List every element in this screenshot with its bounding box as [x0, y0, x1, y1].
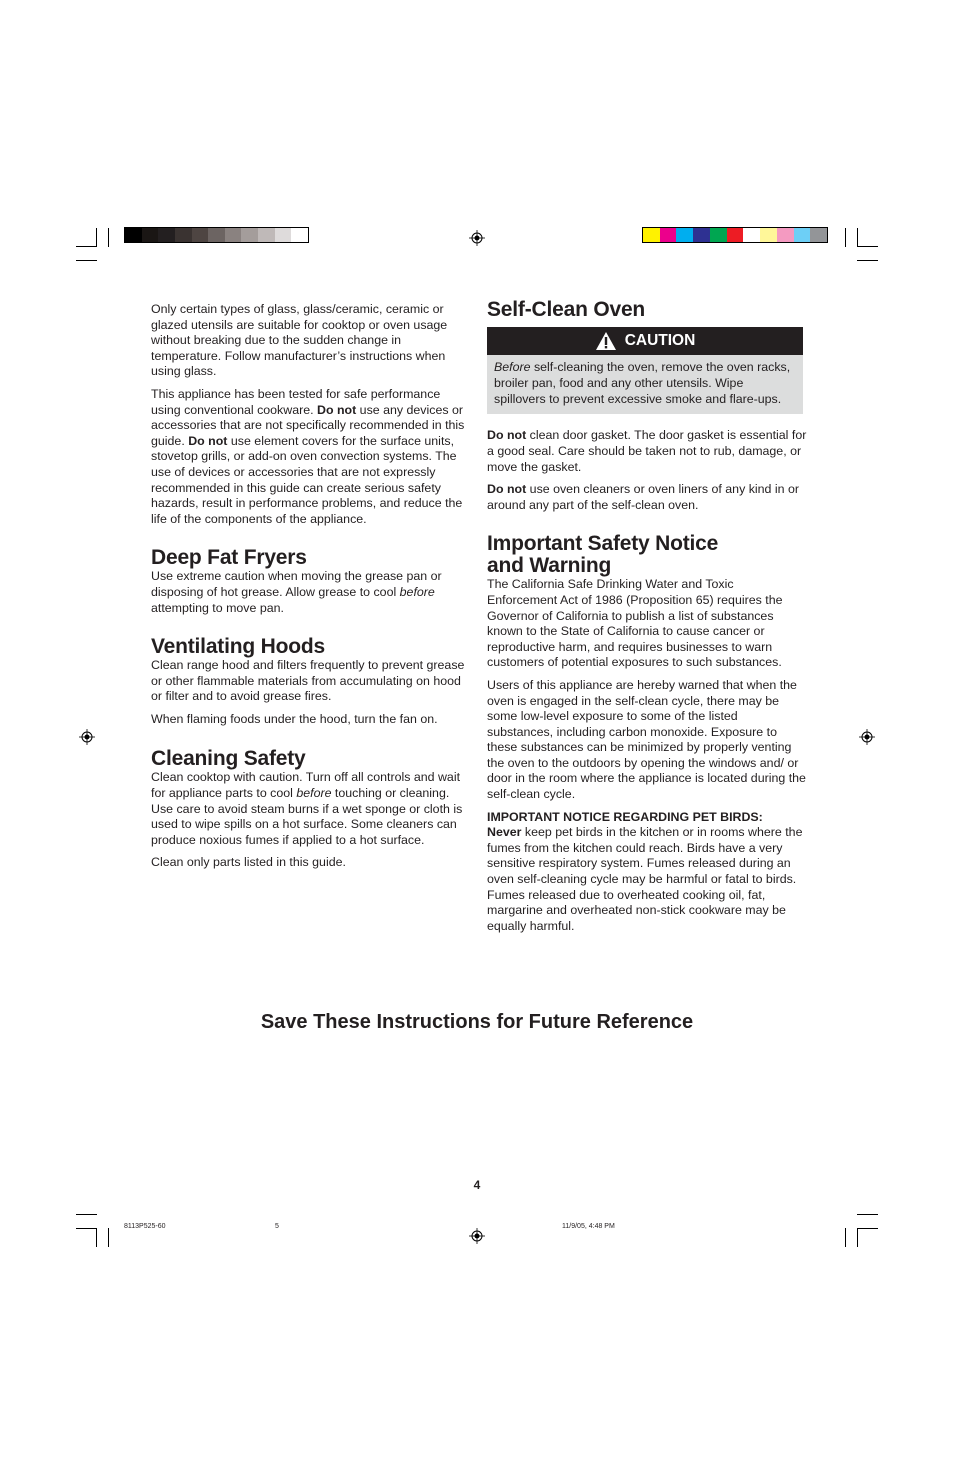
color-swatch	[643, 228, 660, 242]
gray-swatch	[241, 228, 258, 242]
registration-mark-icon	[859, 729, 875, 745]
crop-mark	[76, 246, 97, 247]
caution-text: Before self-cleaning the oven, remove the oven racks, broiler pan, food and any other utensils. Wipe spillovers to prevent excessive smoke and flare-ups.	[487, 355, 803, 414]
hoods-fan-paragraph: When flaming foods under the hood, turn the fan on.	[151, 711, 438, 726]
crop-mark	[857, 260, 878, 261]
color-swatch	[693, 228, 710, 242]
crop-mark	[845, 228, 846, 247]
page-number: 4	[473, 1178, 481, 1192]
crop-mark	[857, 228, 858, 247]
job-code: 8113P525-60	[124, 1223, 166, 1230]
cookware-paragraph: This appliance has been tested for safe performance using conventional cookware. Do not use any devices or accessories that are not specifically recommended in this guide. Do not use element covers for the surface units, stovetop grills, or add-on oven convection systems. The use of devices or accessories that are not expressly recommended in this guide can create serious safety hazards, result in performance problems, and reduce the life of the components of the appliance.	[151, 386, 465, 526]
glass-paragraph: Only certain types of glass, glass/ceramic, ceramic or glazed utensils are suitable for cooktop or oven usage without breaking due to the sudden change in temperature. Follow manufacturer’s instructions when using glass.	[151, 302, 448, 379]
crop-mark	[76, 1214, 97, 1215]
gray-swatch	[225, 228, 242, 242]
gray-swatch	[125, 228, 142, 242]
crop-mark	[96, 1228, 97, 1247]
save-instructions-note: Save These Instructions for Future Reference	[260, 1011, 694, 1033]
deep-fat-fryers-heading: Deep Fat Fryers	[151, 546, 307, 570]
crop-mark	[845, 1228, 846, 1247]
gray-swatch	[258, 228, 275, 242]
color-swatch	[810, 228, 827, 242]
gray-swatch	[291, 228, 308, 242]
registration-mark-icon	[469, 230, 485, 246]
crop-mark	[76, 1228, 97, 1229]
color-swatch	[710, 228, 727, 242]
registration-mark-icon	[469, 1228, 485, 1244]
right-column	[487, 298, 807, 941]
door-gasket-paragraph: Do not clean door gasket. The door gasket is essential for a good seal. Care should be taken not to rub, damage, or move the gasket.	[487, 428, 807, 474]
color-swatch	[676, 228, 693, 242]
safety-notice-heading: Important Safety Notice and Warning	[487, 532, 719, 578]
grayscale-calibration-bar	[124, 227, 309, 243]
self-clean-oven-heading: Self-Clean Oven	[487, 298, 646, 321]
left-column	[151, 302, 467, 878]
gray-swatch	[175, 228, 192, 242]
crop-mark	[96, 228, 97, 247]
caution-box	[487, 327, 803, 414]
print-timestamp: 11/9/05, 4:48 PM	[562, 1223, 615, 1230]
crop-mark	[108, 228, 109, 247]
gray-swatch	[142, 228, 159, 242]
hoods-paragraph: Clean range hood and filters frequently to prevent grease or other flammable materials from accumulating on hood or filter and to avoid grease fires.	[151, 658, 465, 704]
cleaning-safety-heading: Cleaning Safety	[151, 747, 306, 771]
color-swatch	[660, 228, 677, 242]
self-clean-exposure-paragraph: Users of this appliance are hereby warned that when the oven is engaged in the self-clean cycle, there may be some low-level exposure to some of the listed substances, including carbon monoxide. Exposure to these substances can be minimized by properly venting the oven to the outdoors by opening the windows and/ or door in the room where the appliance is located during the self-clean cycle.	[487, 677, 806, 802]
crop-mark	[857, 1214, 878, 1215]
ventilating-hoods-heading: Ventilating Hoods	[151, 635, 325, 659]
fryers-paragraph: Use extreme caution when moving the grease pan or disposing of hot grease. Allow grease to cool before attempting to move pan.	[151, 569, 442, 615]
caution-label: CAUTION	[624, 332, 696, 350]
color-swatch	[727, 228, 744, 242]
cleaning-paragraph: Clean cooktop with caution. Turn off all controls and wait for appliance parts to cool before touching or cleaning. Use care to avoid steam burns if a wet sponge or cloth is used to wipe spills on a hot surface. Some cleaners can produce noxious fumes if applied to a hot surface.	[151, 770, 463, 847]
crop-mark	[857, 1228, 878, 1229]
gray-swatch	[208, 228, 225, 242]
color-swatch	[743, 228, 760, 242]
sheet-number: 5	[275, 1223, 279, 1230]
color-calibration-bar	[642, 227, 828, 243]
crop-mark	[76, 260, 97, 261]
pet-birds-paragraph: IMPORTANT NOTICE REGARDING PET BIRDS: Never keep pet birds in the kitchen or in rooms where the fumes from the kitchen could reach. Birds have a very sensitive respiratory system. Fumes released during an oven self-cleaning cycle may be harmful or fatal to birds. Fumes released due to overheated cooking oil, fat, margarine and overheated non-stick cookware may be equally harmful.	[487, 809, 803, 933]
gray-swatch	[192, 228, 209, 242]
color-swatch	[777, 228, 794, 242]
crop-mark	[108, 1228, 109, 1247]
cleaning-parts-paragraph: Clean only parts listed in this guide.	[151, 855, 346, 870]
color-swatch	[794, 228, 811, 242]
registration-mark-icon	[79, 729, 95, 745]
crop-mark	[857, 1228, 858, 1247]
gray-swatch	[275, 228, 292, 242]
gray-swatch	[158, 228, 175, 242]
caution-header	[487, 327, 803, 355]
oven-cleaners-paragraph: Do not use oven cleaners or oven liners of any kind in or around any part of the self-clean oven.	[487, 482, 799, 512]
crop-mark	[857, 246, 878, 247]
color-swatch	[760, 228, 777, 242]
prop65-paragraph: The California Safe Drinking Water and Toxic Enforcement Act of 1986 (Proposition 65) requires the Governor of California to publish a list of substances known to the State of California to cause cancer or reproductive harm, and requires businesses to warn customers of potential exposures to such substances.	[487, 577, 783, 670]
warning-triangle-icon	[595, 331, 617, 351]
